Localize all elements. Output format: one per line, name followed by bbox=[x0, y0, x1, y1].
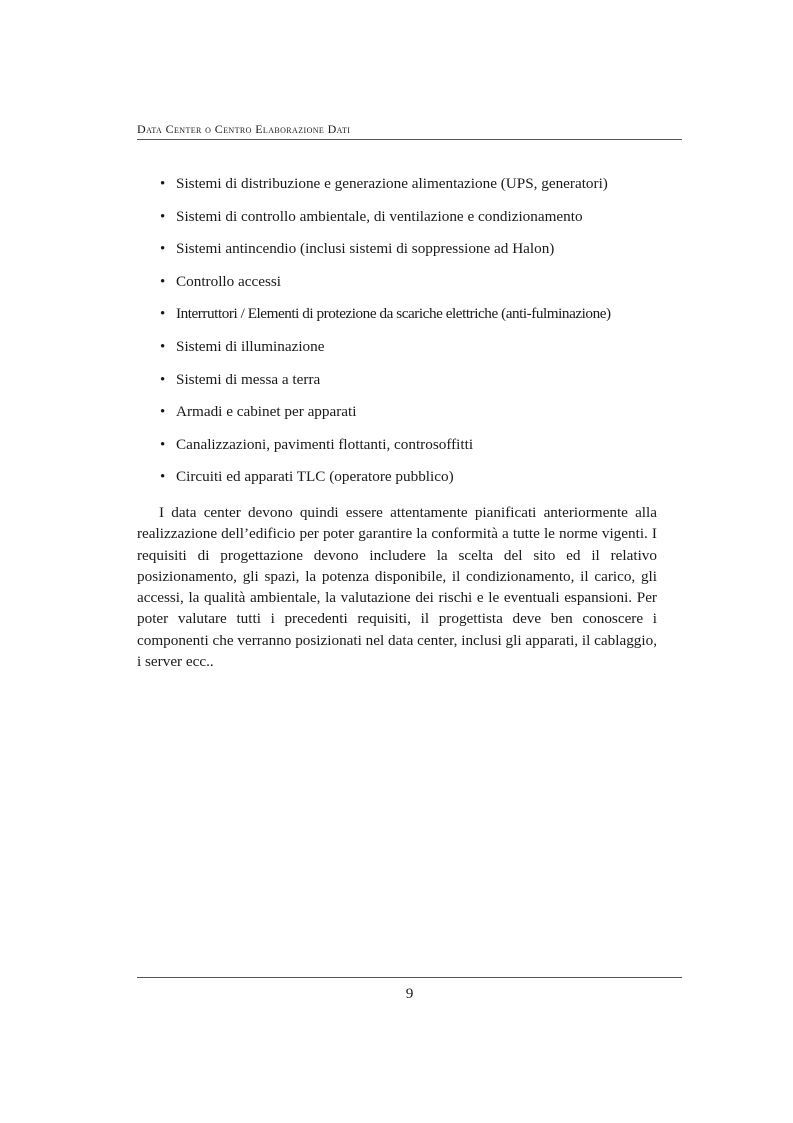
bullet-icon: • bbox=[160, 241, 166, 258]
bullet-list bbox=[160, 172, 700, 498]
list-item-text: Armadi e cabinet per apparati bbox=[176, 403, 357, 421]
list-item-text: Sistemi di distribuzione e generazione alimentazione (UPS, generatori) bbox=[176, 175, 608, 192]
bullet-icon: • bbox=[160, 371, 166, 388]
list-item-text: Sistemi di messa a terra bbox=[176, 370, 321, 388]
list-item bbox=[160, 335, 700, 368]
running-header bbox=[137, 121, 682, 140]
bullet-icon: • bbox=[160, 338, 166, 355]
list-item bbox=[160, 433, 700, 466]
bullet-icon: • bbox=[160, 404, 166, 421]
list-item-text: Sistemi di controllo ambientale, di ventilazione e condizionamento bbox=[176, 207, 583, 225]
list-item bbox=[160, 368, 700, 401]
bullet-icon: • bbox=[160, 469, 166, 486]
list-item bbox=[160, 270, 700, 303]
list-item-text: Sistemi di illuminazione bbox=[176, 337, 325, 355]
page-number: 9 bbox=[405, 985, 414, 1002]
list-item-text: Interruttori / Elementi di protezione da scariche elettriche (anti-fulminazione) bbox=[176, 305, 611, 323]
list-item-text: Circuiti ed apparati TLC (operatore pubblico) bbox=[176, 468, 454, 486]
running-header-title: Data Center o Centro Elaborazione Dati bbox=[137, 122, 351, 136]
list-item bbox=[160, 205, 700, 238]
list-item bbox=[160, 302, 700, 335]
bullet-icon: • bbox=[160, 273, 166, 290]
bullet-icon: • bbox=[160, 208, 166, 225]
list-item-text: Sistemi antincendio (inclusi sistemi di soppressione ad Halon) bbox=[176, 240, 555, 258]
bullet-icon: • bbox=[160, 306, 166, 323]
bullet-icon: • bbox=[160, 176, 166, 192]
footer-rule bbox=[137, 977, 682, 978]
list-item bbox=[160, 465, 700, 498]
body-paragraph: I data center devono quindi essere attentamente pianificati anteriormente alla realizzazione dell’edificio per poter garantire la conformità a tutte le norme vigenti. I requisiti di progettazione devono includere la scelta del sito ed il relativo posizionamento, gli spazi, la potenza disponibile, il condizionamento, il carico, gli accessi, la qualità ambientale, la valutazione dei rischi e le eventuali espansioni. Per poter valutare tutti i precedenti requisiti, il progettista deve ben conoscere i componenti che verranno posizionati nel data center, inclusi gli apparati, il cablaggio, i server ecc.. bbox=[137, 504, 657, 671]
bullet-icon: • bbox=[160, 436, 166, 453]
list-item bbox=[160, 237, 700, 270]
list-item-text: Controllo accessi bbox=[176, 272, 282, 290]
list-item-text: Canalizzazioni, pavimenti flottanti, controsoffitti bbox=[176, 435, 474, 453]
list-item bbox=[160, 172, 700, 205]
list-item bbox=[160, 400, 700, 433]
